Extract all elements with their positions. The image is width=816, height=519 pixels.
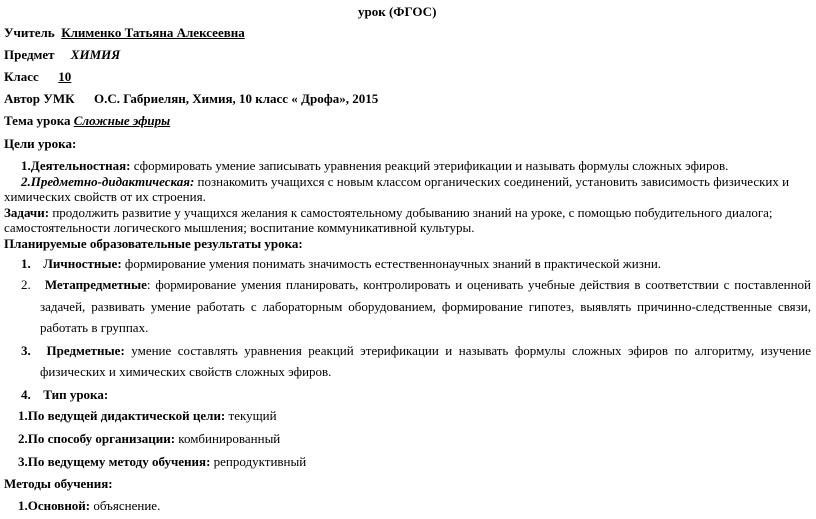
result-item-3-text-1: умение составлять уравнения реакций этерификации и называть формулы сложных эфиров по алгоритму, изучение <box>124 343 812 358</box>
page-title: урок (ФГОС) <box>358 4 437 19</box>
result-item-4-num: 4. <box>21 387 31 402</box>
lesson-type-1-value: текущий <box>225 408 277 423</box>
methods-title: Методы обучения: <box>4 476 113 491</box>
result-item-1 <box>21 256 661 272</box>
umk-row <box>4 91 378 107</box>
result-item-2-line-3: работать в группах. <box>40 320 149 335</box>
methods-main-label: 1.Основной: <box>18 498 91 513</box>
result-item-3-label: Предметные: <box>46 343 125 358</box>
class-label: Класс <box>4 69 39 84</box>
umk-value: О.С. Габриелян, Химия, 10 класс « Дрофа», 2015 <box>94 91 379 106</box>
goal-didactic <box>21 174 789 190</box>
lesson-type-3-value: репродуктивный <box>210 454 307 469</box>
teacher-label: Учитель <box>4 25 55 40</box>
teacher-row <box>4 25 245 41</box>
methods-main <box>18 498 160 514</box>
tasks-cont: самостоятельности логического мышления; воспитание коммуникативной культуры. <box>4 220 475 235</box>
lesson-type-3-label: 3.По ведущему методу обучения: <box>18 454 211 469</box>
result-item-2-line-2: задачей, развивать умение работать с лабораторным оборудованием, формирование гипотез, выявлять причинно-следственные связи, <box>40 299 811 314</box>
subject-row <box>4 47 120 63</box>
class-value: 10 <box>58 69 72 84</box>
teacher-value: Клименко Татьяна Алексеевна <box>61 25 245 40</box>
class-row <box>4 69 71 85</box>
result-item-4 <box>21 387 108 403</box>
topic-row <box>4 113 170 129</box>
result-item-3-line-1 <box>21 343 811 359</box>
result-item-3-line-2: физических и химических свойств сложных эфиров. <box>40 364 332 379</box>
result-item-4-label: Тип урока: <box>43 387 109 402</box>
methods-main-value: объяснение. <box>90 498 161 513</box>
goal-activity <box>21 158 728 174</box>
result-item-1-text: формирование умения понимать значимость естественнонаучных знаний в практической жизни. <box>121 256 662 271</box>
umk-label: Автор УМК <box>4 91 75 106</box>
goal-didactic-cont: химических свойств от их строения. <box>4 189 206 204</box>
tasks-label: Задачи: <box>4 205 50 220</box>
goals-title: Цели урока: <box>4 136 77 151</box>
goal-didactic-text-1: познакомить учащихся с новым классом органических соединений, установить зависимость физических и <box>194 174 790 189</box>
goal-activity-text: сформировать умение записывать уравнения реакций этерификации и называть формулы сложных эфиров. <box>130 158 729 173</box>
result-item-2-line-1 <box>21 277 811 293</box>
lesson-type-2-value: комбинированный <box>175 431 281 446</box>
goal-activity-label: 1.Деятельностная: <box>21 158 131 173</box>
tasks-text-1: продолжить развитие у учащихся желания к самостоятельному добыванию знаний на уроке, с помощью побудительного диалога; <box>49 205 773 220</box>
topic-value: Сложные эфиры <box>73 113 171 128</box>
lesson-type-2 <box>18 431 280 447</box>
goal-didactic-label: 2.Предметно-дидактическая: <box>21 174 195 189</box>
topic-label: Тема урока <box>4 113 71 128</box>
results-title: Планируемые образовательные результаты урока: <box>4 236 303 251</box>
lesson-type-2-label: 2.По способу организации: <box>18 431 176 446</box>
result-item-3-num: 3. <box>21 343 31 358</box>
subject-label: Предмет <box>4 47 55 62</box>
result-item-2-label: Метапредметные <box>44 277 147 292</box>
result-item-1-label: Личностные: <box>43 256 122 271</box>
lesson-type-1 <box>18 408 277 424</box>
lesson-type-3 <box>18 454 306 470</box>
result-item-2-text-1: : формирование умения планировать, контролировать и оценивать учебные действия в соответствии с поставленной <box>146 277 812 292</box>
result-item-2-num: 2. <box>21 277 31 292</box>
subject-value: ХИМИЯ <box>70 47 121 62</box>
tasks <box>4 205 773 221</box>
lesson-type-1-label: 1.По ведущей дидактической цели: <box>18 408 226 423</box>
result-item-1-num: 1. <box>21 256 31 271</box>
